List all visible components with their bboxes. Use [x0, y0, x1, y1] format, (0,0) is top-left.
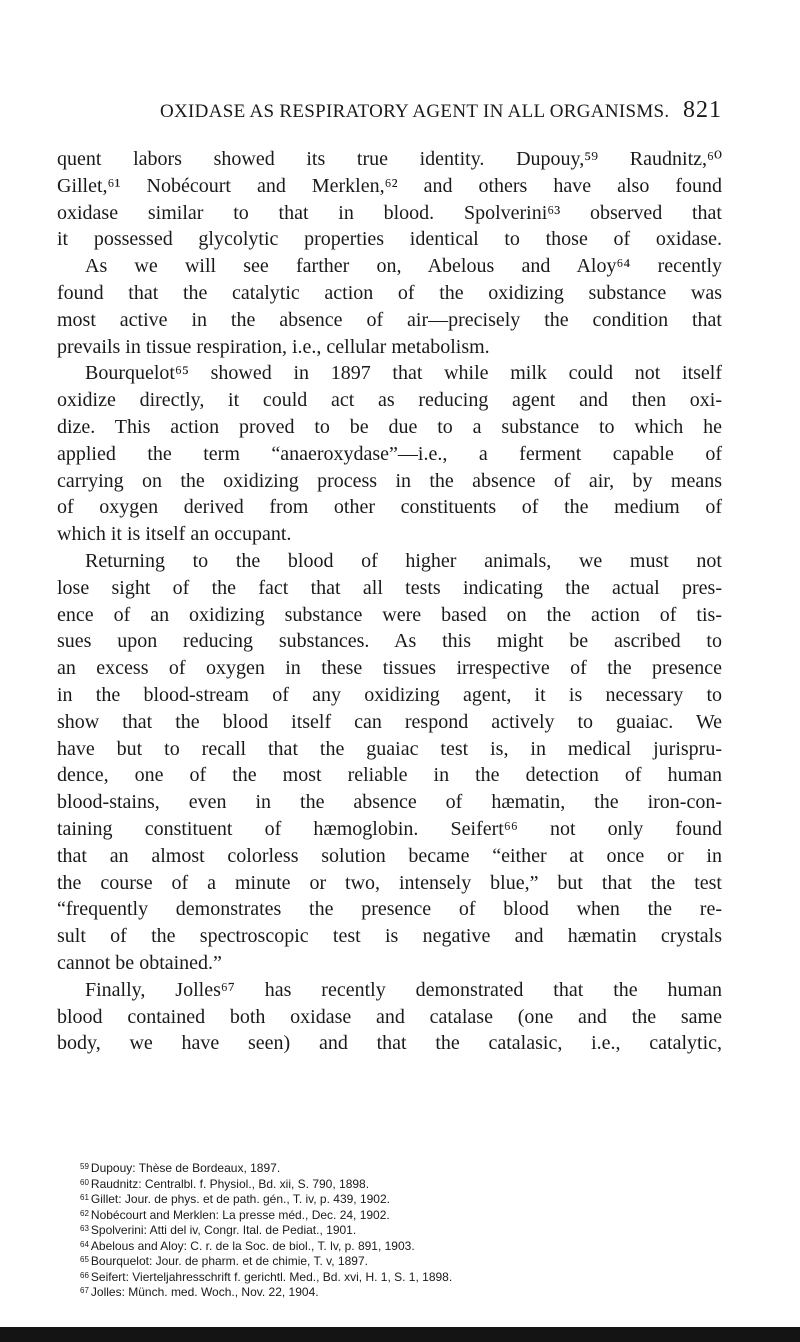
- text-line: Gillet,⁶¹ Nobécourt and Merklen,⁶² and others have also found: [57, 174, 722, 197]
- text-line: ence of an oxidizing substance were based on the action of tis-: [57, 603, 722, 626]
- footnote: [80, 1176, 720, 1192]
- text-line: dize. This action proved to be due to a substance to which he: [57, 415, 722, 438]
- text-line: show that the blood itself can respond actively to guaiac. We: [57, 710, 722, 733]
- text-line: Finally, Jolles⁶⁷ has recently demonstrated that the human: [85, 978, 722, 1001]
- footnote-number: 60: [80, 1177, 89, 1187]
- footnote: [80, 1284, 720, 1300]
- text-line: body, we have seen) and that the catalasic, i.e., catalytic,: [57, 1032, 722, 1055]
- page-number: 821: [683, 97, 722, 123]
- text-line: an excess of oxygen in these tissues irrespective of the presence: [57, 657, 722, 680]
- text-line: in the blood-stream of any oxidizing agent, it is necessary to: [57, 683, 722, 706]
- running-head: OXIDASE AS RESPIRATORY AGENT IN ALL ORGANISMS.: [160, 101, 670, 122]
- footnote-text: Abelous and Aloy: C. r. de la Soc. de biol., T. lv, p. 891, 1903.: [90, 1238, 415, 1253]
- footnote-number: 65: [80, 1255, 89, 1264]
- text-line: Bourquelot⁶⁵ showed in 1897 that while milk could not itself: [85, 362, 722, 385]
- footnote-text: Spolverini: Atti del iv, Congr. Ital. de Pediat., 1901.: [90, 1223, 357, 1237]
- footnote: [80, 1191, 720, 1207]
- footnote: [80, 1269, 720, 1285]
- footnote-number: 66: [80, 1270, 89, 1280]
- text-line: As we will see farther on, Abelous and Aloy⁶⁴ recently: [85, 255, 722, 278]
- page-header: [80, 97, 722, 131]
- text-line: oxidize directly, it could act as reducing agent and then oxi-: [57, 389, 722, 412]
- text-line: taining constituent of hæmoglobin. Seifert⁶⁶ not only found: [57, 817, 722, 840]
- footnote-number: 64: [80, 1239, 89, 1249]
- footnote-text: Gillet: Jour. de phys. et de path. gén., T. iv, p. 439, 1902.: [90, 1192, 390, 1206]
- footnote-text: Dupouy: Thèse de Bordeaux, 1897.: [90, 1161, 281, 1175]
- text-line: “frequently demonstrates the presence of blood when the re-: [57, 898, 722, 921]
- text-line: quent labors showed its true identity. Dupouy,⁵⁹ Raudnitz,⁶⁰: [57, 148, 722, 170]
- text-line: that an almost colorless solution became “either at once or in: [57, 844, 722, 867]
- footnote-number: 61: [80, 1193, 89, 1202]
- text-line: which it is itself an occupant.: [57, 523, 292, 546]
- footnote-text: Seifert: Vierteljahresschrift f. gerichtl. Med., Bd. xvi, H. 1, S. 1, 1898.: [90, 1269, 453, 1284]
- text-line: applied the term “anaeroxydase”—i.e., a ferment capable of: [57, 442, 722, 465]
- footnote-number: 67: [80, 1286, 89, 1295]
- footnote: [80, 1160, 720, 1176]
- text-line: prevails in tissue respiration, i.e., cellular metabolism.: [57, 335, 490, 358]
- text-line: cannot be obtained.”: [57, 951, 222, 974]
- text-line: sult of the spectroscopic test is negative and hæmatin crystals: [57, 925, 722, 948]
- text-line: found that the catalytic action of the oxidizing substance was: [57, 281, 722, 304]
- text-line: dence, one of the most reliable in the detection of human: [57, 764, 722, 787]
- text-line: Returning to the blood of higher animals, we must not: [85, 549, 722, 572]
- footnote: [80, 1207, 720, 1223]
- footnote: [80, 1238, 720, 1254]
- text-line: it possessed glycolytic properties identical to those of oxidase.: [57, 228, 722, 251]
- text-line: oxidase similar to that in blood. Spolverini⁶³ observed that: [57, 201, 722, 224]
- body-text: [57, 146, 722, 1057]
- text-line: carrying on the oxidizing process in the absence of air, by means: [57, 469, 722, 492]
- text-line: lose sight of the fact that all tests indicating the actual pres-: [57, 576, 722, 599]
- text-line: blood contained both oxidase and catalase (one and the same: [57, 1005, 722, 1028]
- footnote: [80, 1222, 720, 1238]
- footnote-text: Raudnitz: Centralbl. f. Physiol., Bd. xii, S. 790, 1898.: [90, 1176, 370, 1191]
- text-line: most active in the absence of air—precisely the condition that: [57, 308, 722, 331]
- bottom-border: [0, 1327, 800, 1342]
- text-line: blood-stains, even in the absence of hæmatin, the iron-con-: [57, 791, 722, 814]
- text-line: the course of a minute or two, intensely blue,” but that the test: [57, 871, 722, 894]
- footnote-number: 63: [80, 1224, 89, 1233]
- footnote-text: Nobécourt and Merklen: La presse méd., Dec. 24, 1902.: [90, 1207, 390, 1222]
- text-line: have but to recall that the guaiac test is, in medical jurispru-: [57, 737, 722, 760]
- footnotes: [80, 1160, 720, 1300]
- text-line: sues upon reducing substances. As this might be ascribed to: [57, 630, 722, 653]
- footnote-number: 62: [80, 1208, 89, 1218]
- footnote-number: 59: [80, 1162, 89, 1171]
- footnote-text: Bourquelot: Jour. de pharm. et de chimie, T. v, 1897.: [90, 1254, 368, 1268]
- text-line: of oxygen derived from other constituents of the medium of: [57, 496, 722, 519]
- footnote-text: Jolles: Münch. med. Woch., Nov. 22, 1904.: [90, 1285, 319, 1299]
- footnote: [80, 1253, 720, 1269]
